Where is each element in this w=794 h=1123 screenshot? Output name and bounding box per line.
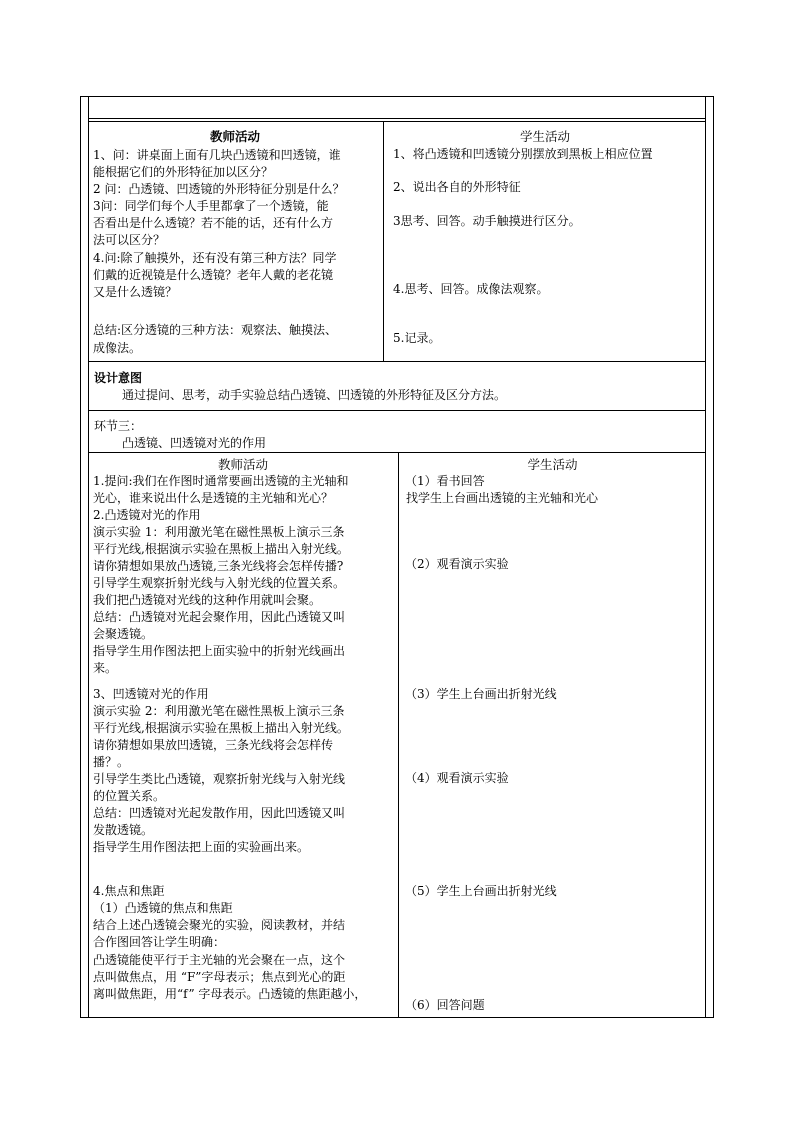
teacher-line: 总结:区分透镜的三种方法：观察法、触摸法、 (93, 323, 338, 337)
section2-student-header: 学生活动 (527, 457, 578, 472)
teacher-line: 法可以区分？ (93, 233, 166, 247)
teacher-line: （1）凸透镜的焦点和焦距 (93, 901, 233, 915)
student-item: （5）学生上台画出折射光线 (405, 884, 557, 898)
teacher-line: 演示实验 1：利用激光笔在磁性黑板上演示三条 (93, 525, 345, 539)
section2-teacher-header: 教师活动 (217, 457, 268, 472)
student-item: （1）看书回答 (405, 474, 485, 488)
teacher-line: 会聚透镜。 (93, 627, 154, 641)
teacher-line: 指导学生用作图法把上面的实验画出来。 (93, 840, 310, 854)
teacher-line: 来。 (93, 661, 118, 675)
section1-student-header: 学生活动 (519, 129, 570, 144)
inner-left-rule (88, 96, 89, 1018)
teacher-line: 3、凹透镜对光的作用 (93, 687, 209, 701)
teacher-line: 2 问：凸透镜、凹透镜的外形特征分别是什么？ (93, 182, 345, 196)
teacher-line: 引导学生观察折射光线与入射光线的位置关系。 (93, 576, 346, 590)
section1-teacher-header: 教师活动 (209, 129, 260, 144)
teacher-line: 演示实验 2：利用激光笔在磁性黑板上演示三条 (93, 704, 345, 718)
student-item: （6）回答问题 (405, 998, 485, 1012)
top-double-rule (88, 118, 706, 122)
teacher-line: 3问：同学们每个人手里都拿了一个透镜，能 (93, 199, 329, 213)
design-intent-title: 设计意图 (94, 371, 143, 385)
teacher-line: 结合上述凸透镜会聚光的实验，阅读教材，并结 (93, 918, 346, 932)
teacher-line: 成像法。 (93, 341, 142, 355)
teacher-line: 请你猜想如果放凸透镜,三条光线将会怎样传播? (93, 559, 344, 573)
teacher-line: 光心，谁来说出什么是透镜的主光轴和光心？ (93, 491, 334, 505)
teacher-line: 总结：凹透镜对光起发散作用，因此凹透镜又叫 (93, 806, 346, 820)
teacher-line: 又是什么透镜？ (93, 285, 178, 299)
student-item: （3）学生上台画出折射光线 (405, 687, 557, 701)
student-item: 2、说出各自的外形特征 (393, 180, 521, 194)
student-item: （4）观看演示实验 (405, 771, 509, 785)
teacher-line: 合作图回答让学生明确： (93, 935, 226, 949)
segment3-bottom-rule (88, 452, 706, 453)
teacher-line: 平行光线,根据演示实验在黑板上描出入射光线。 (93, 721, 349, 735)
section1-divider (383, 121, 384, 361)
teacher-line: 离叫做焦距，用“f” 字母表示。凸透镜的焦距越小， (93, 987, 367, 1001)
teacher-line: 的位置关系。 (93, 789, 166, 803)
teacher-line: 指导学生用作图法把上面实验中的折射光线画出 (93, 644, 346, 658)
teacher-line: 请你猜想如果放凹透镜，三条光线将会怎样传 (93, 738, 334, 752)
teacher-line: 4.问:除了触摸外，还有没有第三种方法？同学 (93, 251, 337, 265)
teacher-line: 平行光线,根据演示实验在黑板上描出入射光线。 (93, 542, 349, 556)
teacher-line: 我们把凸透镜对光线的这种作用就叫会聚。 (93, 593, 322, 607)
student-item: 1、将凸透镜和凹透镜分别摆放到黑板上相应位置 (393, 147, 653, 161)
section1-bottom-rule (88, 361, 706, 362)
design-intent-text: 通过提问、思考，动手实验总结凸透镜、凹透镜的外形特征及区分方法。 (122, 388, 507, 402)
teacher-line: 引导学生类比凸透镜，观察折射光线与入射光线 (93, 772, 346, 786)
inner-right-rule (705, 96, 706, 1018)
student-item: 5.记录。 (393, 331, 441, 345)
teacher-line: 总结：凸透镜对光起会聚作用，因此凸透镜又叫 (93, 610, 346, 624)
segment3-title: 凸透镜、凹透镜对光的作用 (122, 436, 267, 450)
teacher-line: 能根据它们的外形特征加以区分？ (93, 165, 274, 179)
lesson-plan-table (80, 96, 714, 1018)
design-intent-bottom-rule (88, 410, 706, 411)
teacher-line: 点叫做焦点，用 “F”字母表示；焦点到光心的距 (93, 970, 346, 984)
student-item: 3思考、回答。动手触摸进行区分。 (393, 214, 581, 228)
teacher-line: 凸透镜能使平行于主光轴的光会聚在一点，这个 (93, 953, 346, 967)
student-item: 4.思考、回答。成像法观察。 (393, 282, 549, 296)
teacher-line: 1.提问:我们在作图时通常要画出透镜的主光轴和 (93, 474, 349, 488)
teacher-line: 4.焦点和焦距 (93, 884, 165, 898)
student-item: 找学生上台画出透镜的主光轴和光心 (406, 491, 599, 505)
teacher-line: 们戴的近视镜是什么透镜？老年人戴的老花镜 (93, 268, 334, 282)
student-item: （2）观看演示实验 (405, 557, 509, 571)
segment3-label: 环节三： (94, 419, 143, 433)
teacher-line: 播？。 (93, 755, 130, 769)
section2-divider (398, 452, 399, 1018)
teacher-line: 1、问：讲桌面上面有几块凸透镜和凹透镜，谁 (93, 148, 341, 162)
teacher-line: 发散透镜。 (93, 823, 154, 837)
teacher-line: 否看出是什么透镜？若不能的话，还有什么方 (93, 216, 334, 230)
teacher-line: 2.凸透镜对光的作用 (93, 508, 201, 522)
